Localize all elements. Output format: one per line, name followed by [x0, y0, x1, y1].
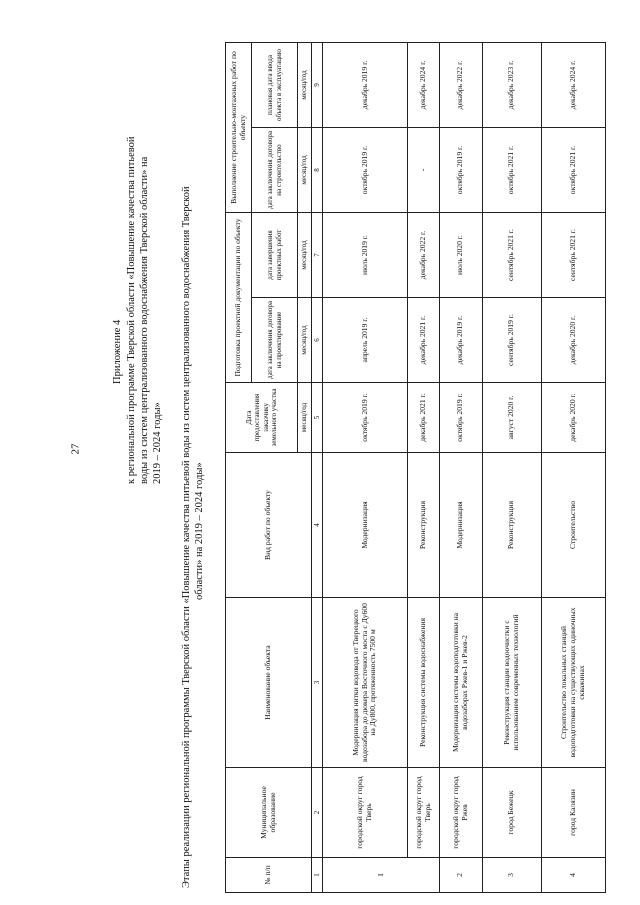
row-design-complete: июль 2020 г.	[440, 213, 483, 298]
appendix-line: Приложение 4	[112, 319, 123, 384]
row-design-contract: декабрь 2021 г.	[408, 298, 440, 383]
column-number: 1	[312, 858, 323, 893]
title-line: области» на 2019 – 2024 годы»	[194, 462, 205, 600]
row-commission-date: декабрь 2024 г.	[542, 42, 606, 127]
row-land-date: август 2020 г.	[482, 383, 542, 453]
column-number: 9	[312, 42, 323, 127]
table-row	[408, 42, 440, 892]
row-design-contract: декабрь 2020 г.	[542, 298, 606, 383]
row-design-contract: сентябрь 2019 г.	[482, 298, 542, 383]
row-work-type: Реконструкция	[408, 453, 440, 598]
column-number-row	[312, 42, 323, 892]
row-construction-contract: октябрь 2021 г.	[482, 128, 542, 213]
row-commission-date: декабрь 2023 г.	[482, 42, 542, 127]
header-work-type: Вид работ по объекту	[226, 453, 312, 598]
row-commission-date: декабрь 2019 г.	[323, 42, 408, 127]
row-work-type: Реконструкция	[482, 453, 542, 598]
appendix-line: к региональной программе Тверской области «Повышение качества питьевой	[126, 136, 137, 484]
row-design-complete: сентябрь 2021 г.	[542, 213, 606, 298]
column-number: 2	[312, 768, 323, 858]
row-object-name: Строительство локальных станций водоподготовки на существующих одиночных скважинах	[542, 598, 606, 768]
unit-cell: месяц/год	[298, 42, 312, 127]
row-num: 3	[482, 858, 542, 893]
column-number: 5	[312, 383, 323, 453]
header-land-date: Дата предоставления заказчику земельного участка	[226, 383, 298, 453]
appendix-line: воды из систем централизованного водоснабжения Тверской области» на	[139, 156, 150, 484]
row-work-type: Строительство	[542, 453, 606, 598]
row-design-complete: сентябрь 2021 г.	[482, 213, 542, 298]
header-design-complete: дата завершения проектных работ	[252, 213, 298, 298]
row-num: 4	[542, 858, 606, 893]
row-design-complete: июль 2019 г.	[323, 213, 408, 298]
row-design-contract: декабрь 2019 г.	[440, 298, 483, 383]
row-object-name: Модернизация нитки водовода от Тверецкого водозабора до дюкера Восточного моста с Ду600 на Ду800, протяженность 7500 м	[323, 598, 408, 768]
row-object-name: Реконструкция станции водоочистки с использованием современных технологий	[482, 598, 542, 768]
row-municipality: городской округ город Тверь	[323, 768, 408, 858]
page-number: 27	[69, 443, 82, 455]
table-row	[542, 42, 606, 892]
unit-cell: месяц/год	[298, 128, 312, 213]
table-row	[440, 42, 483, 892]
column-number: 6	[312, 298, 323, 383]
row-land-date: октябрь 2019 г.	[323, 383, 408, 453]
header-municipality: Муниципальное образование	[226, 768, 312, 858]
row-design-complete: декабрь 2022 г.	[408, 213, 440, 298]
row-work-type: Модернизация	[440, 453, 483, 598]
stages-table	[225, 42, 606, 893]
row-construction-contract: октябрь 2019 г.	[323, 128, 408, 213]
row-land-date: декабрь 2020 г.	[542, 383, 606, 453]
row-num: 1	[323, 858, 440, 893]
header-design-contract: дата заключения договора на проектирование	[252, 298, 298, 383]
table-row	[482, 42, 542, 892]
row-municipality: городской округ город Ржев	[440, 768, 483, 858]
row-municipality: город Бежецк	[482, 768, 542, 858]
column-number: 8	[312, 128, 323, 213]
table-row	[323, 42, 408, 892]
row-num: 2	[440, 858, 483, 893]
row-work-type: Модернизация	[323, 453, 408, 598]
title-line: Этапы реализации региональной программы Тверской области «Повышение качества питьевой воды из систем централизованного водоснабжения Тверской	[181, 186, 192, 888]
header-num: № п/п	[226, 858, 312, 893]
row-commission-date: декабрь 2022 г.	[440, 42, 483, 127]
column-number: 7	[312, 213, 323, 298]
row-municipality: город Калязин	[542, 768, 606, 858]
header-construction-group: Выполнение строительно-монтажных работ по объекту	[226, 42, 252, 212]
row-construction-contract: -	[408, 128, 440, 213]
row-land-date: декабрь 2021 г.	[408, 383, 440, 453]
row-design-contract: апрель 2019 г.	[323, 298, 408, 383]
header-commission-date: плановая дата ввода объекта в эксплуатацию	[252, 42, 298, 127]
row-land-date: октябрь 2019 г.	[440, 383, 483, 453]
column-number: 3	[312, 598, 323, 768]
row-construction-contract: октябрь 2021 г.	[542, 128, 606, 213]
column-number: 4	[312, 453, 323, 598]
header-design-group: Подготовка проектной документации по объекту	[226, 213, 252, 383]
unit-cell: месяц/год	[298, 298, 312, 383]
header-object-name: Наименование объекта	[226, 598, 312, 768]
row-municipality: городской округ город Тверь	[408, 768, 440, 858]
row-object-name: Реконструкция системы водоснабжения	[408, 598, 440, 768]
row-commission-date: декабрь 2024 г.	[408, 42, 440, 127]
row-object-name: Модернизация системы водоподготовки на водозаборах Ржев-1 и Ржев-2	[440, 598, 483, 768]
unit-cell: месяц/год	[298, 213, 312, 298]
header-row	[226, 42, 252, 892]
unit-cell: месяц/год	[298, 383, 312, 453]
row-construction-contract: октябрь 2019 г.	[440, 128, 483, 213]
header-construction-contract: дата заключения договора на строительство	[252, 128, 298, 213]
appendix-line: 2019 – 2024 годы»	[152, 402, 163, 484]
stages-table-wrapper	[225, 43, 606, 893]
